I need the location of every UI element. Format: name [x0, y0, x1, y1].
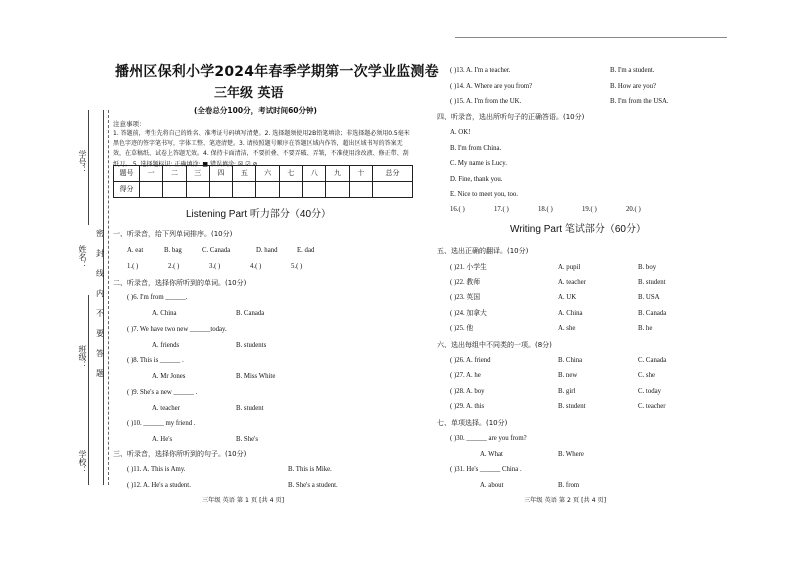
option-text: C. Canada — [202, 247, 231, 254]
section-7-heading: 七、单项选择。(10分) — [437, 419, 508, 427]
question-stem[interactable]: ( )28. A. boy — [450, 388, 485, 395]
student-number-label: 学号： — [78, 150, 87, 174]
question-stem[interactable]: ( )27. A. he — [450, 372, 481, 379]
section-5-heading: 五、选出正确的翻译。(10分) — [437, 247, 529, 255]
answer-blank[interactable]: 19.( ) — [582, 206, 597, 213]
notes-heading: 注意事项： — [113, 120, 146, 128]
binding-line — [88, 295, 89, 485]
question-stem[interactable]: ( )29. A. this — [450, 403, 485, 410]
answer-blank[interactable]: 5.( ) — [291, 263, 303, 270]
score-input-cell[interactable] — [373, 182, 413, 198]
section-4-heading: 四、听录音，选出所听句子的正确答语。(10分) — [437, 113, 585, 121]
option-a: A. teacher — [152, 405, 180, 412]
option-b: B. Where — [558, 451, 584, 458]
seal-warning-char: 封 — [96, 249, 104, 258]
score-input-cell[interactable] — [326, 182, 349, 198]
section-2-heading: 二、听录音，选择你所听到的单词。(10分) — [113, 279, 247, 287]
score-input-cell[interactable] — [349, 182, 372, 198]
option-b: B. he — [638, 325, 653, 332]
option-c: C. teacher — [638, 403, 666, 410]
notes-text: 1. 答题前，考生先将自己的姓名、准考证号码填写清楚。2. 选择题须使用2B铅笔填涂；非选择题必须用0.5毫米黑色字迹的签字笔书写，字体工整、笔迹清楚。3. 请按照题号顺序在答题区域内作答，超出区域书写的答案无效，在草稿纸、试卷上答题无效。4. 保持卡面清洁，不要折叠、不要弄破、弄皱，不准使用涂改液、修正带、刮纸刀。 5. 选择题标识: 正确填涂: ■ 错误填涂: ☒ ☑ ⊘ — [113, 130, 410, 168]
score-input-cell[interactable] — [303, 182, 326, 198]
question-stem[interactable]: ( )30. ______ are you from? — [450, 435, 527, 442]
question-stem[interactable]: ( )13. A. I'm a teacher. — [450, 67, 511, 74]
option-b: B. girl — [558, 388, 576, 395]
option-a: A. she — [558, 325, 576, 332]
score-cell: 六 — [256, 166, 279, 182]
option-a: A. pupil — [558, 264, 581, 271]
option-b: B. from — [558, 482, 580, 489]
option-b: B. I'm from the USA. — [610, 98, 669, 105]
question-stem[interactable]: ( )31. He's ______ China . — [450, 466, 522, 473]
answer-blank[interactable]: 3.( ) — [209, 263, 221, 270]
binding-line — [88, 110, 89, 225]
exam-title: 播州区保利小学2024年春季学期第一次学业监测卷 — [115, 64, 439, 80]
question-stem[interactable]: ( )21. 小学生 — [450, 264, 487, 271]
option-b: B. Canada — [236, 310, 265, 317]
writing-part-heading: Writing Part 笔试部分（60分） — [510, 224, 646, 235]
option-b: B. student — [638, 279, 666, 286]
score-input-cell[interactable] — [163, 182, 186, 198]
section-6-heading: 六、选出每组中不同类的一项。(8分) — [437, 341, 552, 349]
question-stem[interactable]: ( )6. I'm from ______. — [127, 294, 188, 301]
page-1-footer: 三年级 英语 第 1 页 [共 4 页] — [202, 497, 285, 504]
option-a: A. teacher — [558, 279, 586, 286]
option-b: B. student — [558, 403, 586, 410]
question-stem[interactable]: ( )15. A. I'm from the UK. — [450, 98, 522, 105]
section-1-heading: 一、听录音，给下列单词排序。(10分) — [113, 230, 233, 238]
option-text: A. OK! — [450, 129, 471, 136]
answer-blank[interactable]: 20.( ) — [626, 206, 641, 213]
seal-warning-char: 要 — [96, 329, 104, 338]
option-b: B. students — [236, 342, 267, 349]
question-stem[interactable]: ( )25. 他 — [450, 325, 474, 332]
score-input-cell[interactable] — [186, 182, 209, 198]
seal-warning-char: 内 — [96, 289, 104, 298]
answer-blank[interactable]: 17.( ) — [494, 206, 509, 213]
option-b: B. new — [558, 372, 578, 379]
seal-dashed-line — [108, 110, 109, 485]
option-text: D. Fine, thank you. — [450, 176, 503, 183]
option-a: A. UK — [558, 294, 577, 301]
score-cell: 九 — [326, 166, 349, 182]
question-stem[interactable]: ( )22. 教师 — [450, 279, 481, 286]
score-table — [113, 165, 413, 198]
option-b: B. Canada — [638, 310, 667, 317]
score-cell: 五 — [233, 166, 256, 182]
question-stem[interactable]: ( )11. A. This is Amy. — [127, 466, 186, 473]
score-cell: 二 — [163, 166, 186, 182]
student-name-label: 姓名： — [78, 245, 87, 269]
question-stem[interactable]: ( )23. 英国 — [450, 294, 481, 301]
option-text: A. eat — [127, 247, 144, 254]
school-label: 学校： — [78, 450, 87, 474]
option-text: B. I'm from China. — [450, 145, 502, 152]
score-cell: 七 — [279, 166, 302, 182]
question-stem[interactable]: ( )24. 加拿大 — [450, 310, 487, 317]
score-input-cell[interactable] — [233, 182, 256, 198]
option-b: B. USA — [638, 294, 660, 301]
page-2-footer: 三年级 英语 第 2 页 [共 4 页] — [524, 497, 607, 504]
answer-blank[interactable]: 1.( ) — [127, 263, 139, 270]
question-stem[interactable]: ( )10. ______ my friend . — [127, 420, 196, 427]
option-c: C. Canada — [638, 357, 667, 364]
score-cell: 总分 — [373, 166, 413, 182]
score-input-cell[interactable] — [140, 182, 163, 198]
option-b: B. student — [236, 405, 264, 412]
question-stem[interactable]: ( )14. A. Where are you from? — [450, 83, 533, 90]
seal-warning-char: 不 — [96, 309, 104, 318]
score-cell: 十 — [349, 166, 372, 182]
option-c: C. today — [638, 388, 662, 395]
score-cell: 一 — [140, 166, 163, 182]
question-stem[interactable]: ( )9. She's a new ______ . — [127, 389, 198, 396]
option-b: B. I'm a student. — [610, 67, 655, 74]
seal-warning-char: 题 — [96, 369, 104, 378]
option-text: E. Nice to meet you, too. — [450, 191, 518, 198]
option-text: D. hand — [256, 247, 278, 254]
option-text: B. bag — [164, 247, 182, 254]
score-cell: 三 — [186, 166, 209, 182]
question-stem[interactable]: ( )12. A. He's a student. — [127, 482, 191, 489]
option-text: E. dad — [297, 247, 315, 254]
option-a: A. Mr Jones — [152, 373, 186, 380]
top-rule — [455, 37, 727, 38]
question-stem[interactable]: ( )26. A. friend — [450, 357, 491, 364]
score-cell: 四 — [209, 166, 232, 182]
option-a: A. What — [480, 451, 503, 458]
question-stem[interactable]: ( )8. This is ______ . — [127, 357, 184, 364]
option-a: A. He's — [152, 436, 173, 443]
option-b: B. This is Mike. — [288, 466, 332, 473]
seal-warning-char: 答 — [96, 349, 104, 358]
question-stem[interactable]: ( )7. We have two new ______today. — [127, 326, 227, 333]
listening-part-heading: Listening Part 听力部分（40分） — [186, 209, 332, 220]
answer-blank[interactable]: 4.( ) — [250, 263, 262, 270]
score-input-cell[interactable] — [279, 182, 302, 198]
answer-blank[interactable]: 18.( ) — [538, 206, 553, 213]
option-a: A. friends — [152, 342, 180, 349]
option-b: B. China — [558, 357, 583, 364]
option-b: B. How are you? — [610, 83, 657, 90]
score-cell: 八 — [303, 166, 326, 182]
option-a: A. China — [152, 310, 177, 317]
seal-warning-char: 密 — [96, 229, 104, 238]
option-b: B. She's — [236, 436, 258, 443]
option-b: B. boy — [638, 264, 657, 271]
option-a: A. China — [558, 310, 583, 317]
option-c: C. she — [638, 372, 655, 379]
option-text: C. My name is Lucy. — [450, 160, 507, 167]
exam-subtitle: 三年级 英语 — [214, 86, 284, 101]
answer-blank[interactable]: 16.( ) — [450, 206, 465, 213]
section-3-heading: 三、听录音，选择你所听到的句子。(10分) — [113, 450, 247, 458]
score-table-score-row — [114, 182, 413, 198]
option-b: B. She's a student. — [288, 482, 338, 489]
option-a: A. about — [480, 482, 504, 489]
seal-warning-char: 线 — [96, 269, 104, 278]
class-label: 班级： — [78, 345, 87, 369]
score-cell: 题号 — [114, 166, 140, 182]
score-input-cell[interactable] — [209, 182, 232, 198]
exam-info: (全卷总分100分，考试时间60分钟) — [194, 106, 317, 115]
score-input-cell[interactable] — [256, 182, 279, 198]
option-b: B. Miss White — [236, 373, 276, 380]
score-table-header-row — [114, 166, 413, 182]
score-cell: 得分 — [114, 182, 140, 198]
answer-blank[interactable]: 2.( ) — [168, 263, 180, 270]
